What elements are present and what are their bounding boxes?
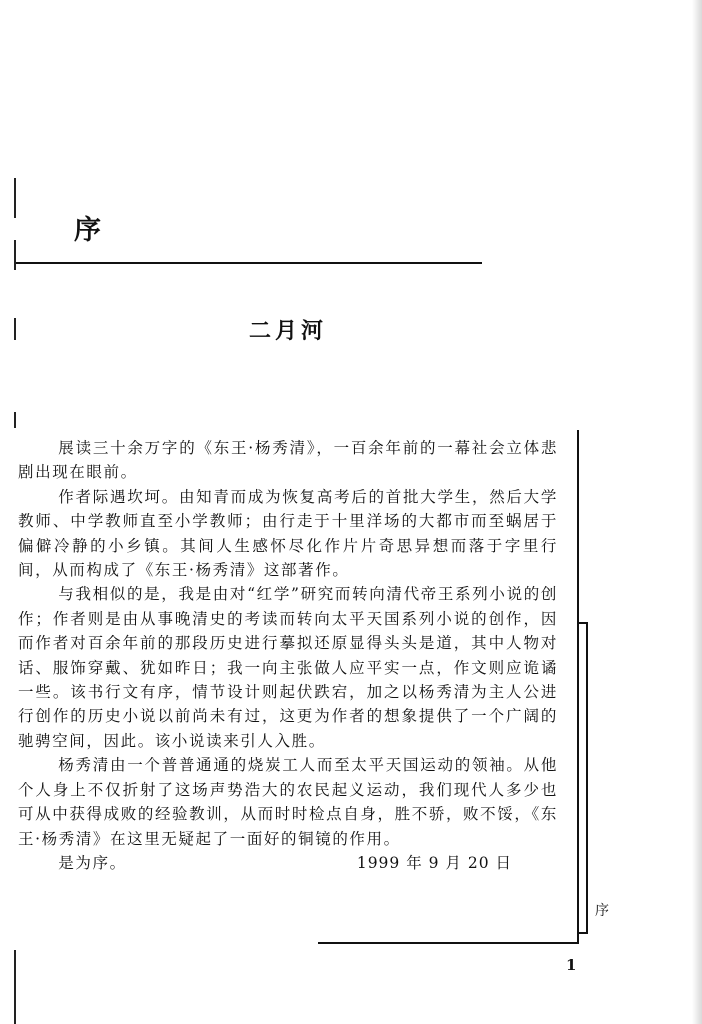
closing-text: 是为序。: [58, 853, 127, 872]
scan-left-edge-mark: [14, 950, 16, 1024]
closing-line: [18, 851, 558, 875]
preface-date: 1999 年 9 月 20 日: [356, 853, 512, 872]
scan-left-edge-mark: [14, 240, 16, 270]
paragraph: 作者际遇坎坷。由知青而成为恢复高考后的首批大学生，然后大学教师、中学教师直至小学教师；由行走于十里洋场的大都市而至蜗居于偏僻冷静的小乡镇。其间人生感怀尽化作片片奇思异想而落于字里行间，从而构成了《东王·杨秀清》这部著作。: [18, 487, 558, 580]
page-number: 1: [566, 956, 577, 974]
scan-left-edge-mark: [14, 178, 16, 218]
paragraph: 展读三十余万字的《东王·杨秀清》，一百余年前的一幕社会立体悲剧出现在眼前。: [18, 439, 558, 482]
scan-left-edge-mark: [14, 412, 16, 428]
heading-divider: [16, 262, 482, 264]
author-name: 二月河: [249, 318, 328, 344]
scan-edge-shadow: [692, 0, 702, 1024]
paragraph: 杨秀清由一个普普通通的烧炭工人而至太平天国运动的领袖。从他个人身上不仅折射了这场声势浩大的农民起义运动，我们现代人多少也可从中获得成败的经验教训，从而时时检点自身，胜不骄，败不馁，《东王·杨秀清》在这里无疑起了一面好的铜镜的作用。: [18, 756, 558, 848]
section-tab-bracket: [577, 622, 588, 934]
paragraph: 与我相似的是，我是由对“红学”研究而转向清代帝王系列小说的创作；作者则是由从事晚清史的考读而转向太平天国系列小说的创作，因而作者对百余年前的那段历史进行摹拟还原显得头头是道，其中人物对话、服饰穿戴、犹如昨日；我一向主张做人应平实一点，作文则应诡谲一些。该书行文有序，情节设计则起伏跌宕，加之以杨秀清为主人公进行创作的历史小说以前尚未有过，这更为作者的想象提供了一个广阔的驰骋空间，因此。该小说读来引人入胜。: [18, 585, 558, 750]
section-side-label: 序: [595, 903, 609, 919]
scan-left-edge-mark: [14, 318, 16, 340]
page-heading: 序: [74, 215, 103, 246]
preface-body: [18, 436, 558, 875]
frame-bottom-line: [318, 942, 579, 944]
